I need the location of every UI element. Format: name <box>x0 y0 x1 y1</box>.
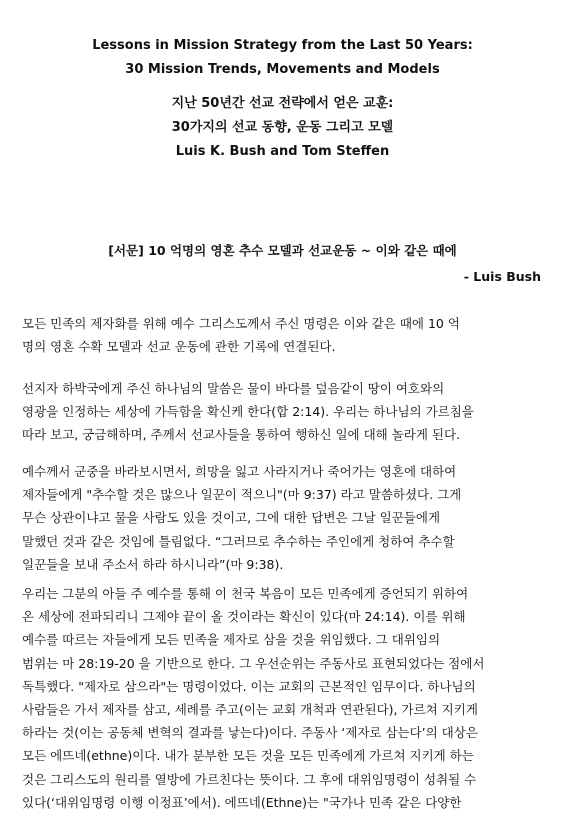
english-title <box>0 34 565 82</box>
paragraph-line: 일꾼들을 보내 주소서 하라 하시니라”(마 9:38). <box>22 556 284 572</box>
paragraph-line: 모든 에뜨네(ethne)이다. 내가 분부한 모든 것을 모든 민족에게 가르쳐 지키게 하는 <box>22 748 474 764</box>
section-author: - Luis Bush <box>463 269 541 284</box>
paragraph-line: 모든 민족의 제자화를 위해 예수 그리스도께서 주신 명령은 이와 같은 때에 10 억 <box>22 316 460 331</box>
paragraph-line: 우리는 그분의 아들 주 예수를 통해 이 천국 복음이 모든 민족에게 증언되기 위하여 <box>22 586 469 601</box>
paragraph-4 <box>22 582 546 814</box>
english-title-line-2: 30 Mission Trends, Movements and Models <box>125 62 440 77</box>
authors-line: Luis K. Bush and Tom Steffen <box>175 144 390 159</box>
korean-title-line-1: 지난 50년간 선교 전략에서 얻은 교훈: <box>171 96 394 111</box>
paragraph-line: 말했던 것과 같은 것임에 틀림없다. “그러므로 추수하는 주인에게 청하여 추수할 <box>22 533 455 549</box>
paragraph-line: 따라 보고, 궁금해하며, 주께서 선교사들을 통하여 행하신 일에 대해 놀라게 된다. <box>22 427 461 443</box>
paragraph-line: 무슨 상관이냐고 물을 사람도 있을 것이고, 그에 대한 답변은 그날 일꾼들에게 <box>22 510 441 526</box>
paragraph-line: 예수를 따르는 자들에게 모든 민족을 제자로 삼을 것을 위임했다. 그 대위임의 <box>22 632 441 648</box>
korean-title-line-2: 30가지의 선교 동향, 운동 그리고 모델 <box>171 120 394 135</box>
paragraph-line: 독특했다. "제자로 삼으라"는 명령이었다. 이는 교회의 근본적인 임무이다. 하나님의 <box>22 678 476 694</box>
paragraph-line: 선지자 하박국에게 주신 하나님의 말씀은 물이 바다를 덮음같이 땅이 여호와의 <box>22 381 445 396</box>
paragraph-3 <box>22 460 546 576</box>
paragraph-line: 하라는 것(이는 공동체 변혁의 결과를 낳는다)이다. 주동사 ‘제자로 삼는다’의 대상은 <box>22 725 478 741</box>
paragraph-line: 영광을 인정하는 세상에 가득함을 확신케 한다(합 2:14). 우리는 하나님의 가르침을 <box>22 404 474 420</box>
paragraph-line: 온 세상에 전파되리니 그제야 끝이 올 것이라는 확신이 있다(마 24:14). 이를 위해 <box>22 609 466 625</box>
paragraph-line: 것은 그리스도의 원리를 열방에 가르친다는 뜻이다. 그 후에 대위임명령이 성취될 수 <box>22 771 477 787</box>
paragraph-2 <box>22 377 546 447</box>
paragraph-line: 제자들에게 "추수할 것은 많으나 일꾼이 적으니"(마 9:37) 라고 말씀하셨다. 그게 <box>22 487 462 503</box>
korean-title <box>0 92 565 164</box>
paragraph-line: 범위는 마 28:19-20 을 기반으로 한다. 그 우선순위는 주동사로 표현되었다는 점에서 <box>22 655 485 671</box>
paragraph-line: 있다(‘대위임명령 이행 이정표’에서). 에뜨네(Ethne)는 "국가나 민족 같은 다양한 <box>22 794 462 810</box>
paragraph-line: 예수께서 군중을 바라보시면서, 희망을 잃고 사라지거나 죽어가는 영혼에 대하여 <box>22 464 457 479</box>
english-title-line-1: Lessons in Mission Strategy from the Last 50 Years: <box>92 38 473 53</box>
section-heading: [서문] 10 억명의 영혼 추수 모델과 선교운동 ~ 이와 같은 때에 <box>108 243 457 258</box>
paragraph-line: 사람들은 가서 제자를 삼고, 세례를 주고(이는 교회 개척과 연관된다), 가르쳐 지키게 <box>22 701 478 717</box>
paragraph-line: 명의 영혼 수확 모델과 선교 운동에 관한 기록에 연결된다. <box>22 339 336 355</box>
paragraph-1 <box>22 312 546 358</box>
